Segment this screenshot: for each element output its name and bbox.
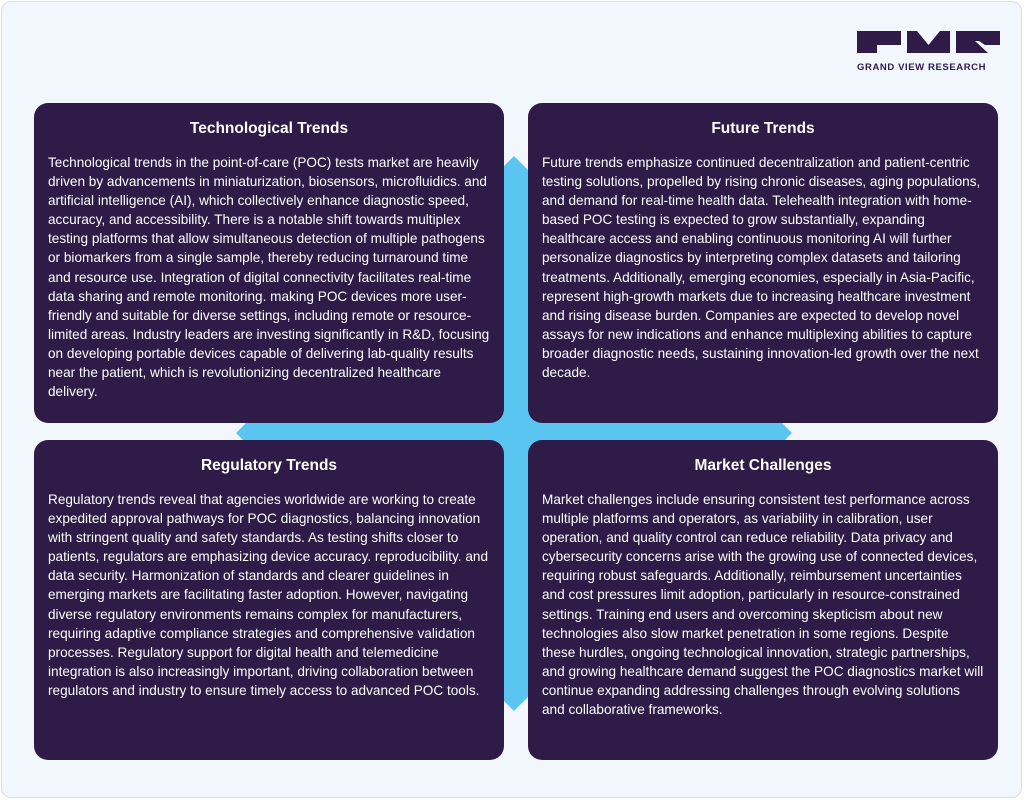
card-body: Regulatory trends reveal that agencies worldwide are working to create expedited approval pathways for POC diagnostics, balancing innovation with stringent quality and safety standards. As testing shifts closer to patients, regulators are emphasizing device accuracy. reproducibility. and data security. Harmonization of standards and clearer guidelines in emerging markets are facilitating faster adoption. However, navigating diverse regulatory environments remains complex for manufacturers, requiring adaptive compliance strategies and comprehensive validation processes. Regulatory support for digital health and telemedicine integration is also increasingly important, driving collaboration between regulators and industry to ensure timely access to advanced POC tools. [48, 492, 489, 698]
card-future-trends [528, 103, 998, 423]
gvr-logo-icon [857, 31, 1000, 53]
card-title: Market Challenges [694, 457, 832, 474]
card-body: Technological trends in the point-of-care (POC) tests market are heavily driven by advancements in miniaturization, biosensors, microfluidics. and artificial intelligence (AI), which collectively enhance diagnostic speed, accuracy, and accessibility. There is a notable shift towards multiplex testing platforms that allow simultaneous detection of multiple pathogens or biomarkers from a single sample, thereby reducing turnaround time and resource use. Integration of digital connectivity facilitates real-time data sharing and remote monitoring. making POC devices more user-friendly and suitable for diverse settings, including remote or resource-limited areas. Industry leaders are investing significantly in R&D, focusing on developing portable devices capable of delivering lab-quality results near the patient, which is revolutionizing decentralized healthcare delivery. [48, 155, 490, 400]
card-title: Future Trends [711, 120, 815, 137]
brand-logo [857, 31, 1000, 73]
card-title: Regulatory Trends [200, 457, 338, 474]
infographic-frame [1, 1, 1022, 798]
card-technological-trends [34, 103, 504, 423]
card-market-challenges [528, 440, 998, 760]
card-title: Technological Trends [189, 120, 349, 137]
card-body: Market challenges include ensuring consistent test performance across multiple platforms and operators, as variability in calibration, user operation, and quality control can reduce reliability. Data privacy and cybersecurity concerns arise with the growing use of connected devices, requiring robust safeguards. Additionally, reimbursement uncertainties and cost pressures limit adoption, particularly in resource-constrained settings. Training end users and overcoming skepticism about new technologies also slow market penetration in some regions. Despite these hurdles, ongoing technological innovation, strategic partnerships, and growing healthcare demand suggest the POC diagnostics market will continue expanding addressing challenges through evolving solutions and collaborative frameworks. [542, 492, 984, 718]
brand-name: GRAND VIEW RESEARCH [857, 62, 987, 73]
card-regulatory-trends [34, 440, 504, 760]
card-body: Future trends emphasize continued decentralization and patient-centric testing solutions, propelled by rising chronic diseases, aging populations, and demand for real-time health data. Telehealth integration with home-based POC testing is expected to grow substantially, expanding healthcare access and enabling continuous monitoring AI will further personalize diagnostics by interpreting complex datasets and tailoring treatments. Additionally, emerging economies, especially in Asia-Pacific, represent high-growth markets due to increasing healthcare investment and rising disease burden. Companies are expected to develop novel assays for new indications and enhance multiplexing abilities to capture broader diagnostic needs, sustaining innovation-led growth over the next decade. [542, 155, 981, 381]
